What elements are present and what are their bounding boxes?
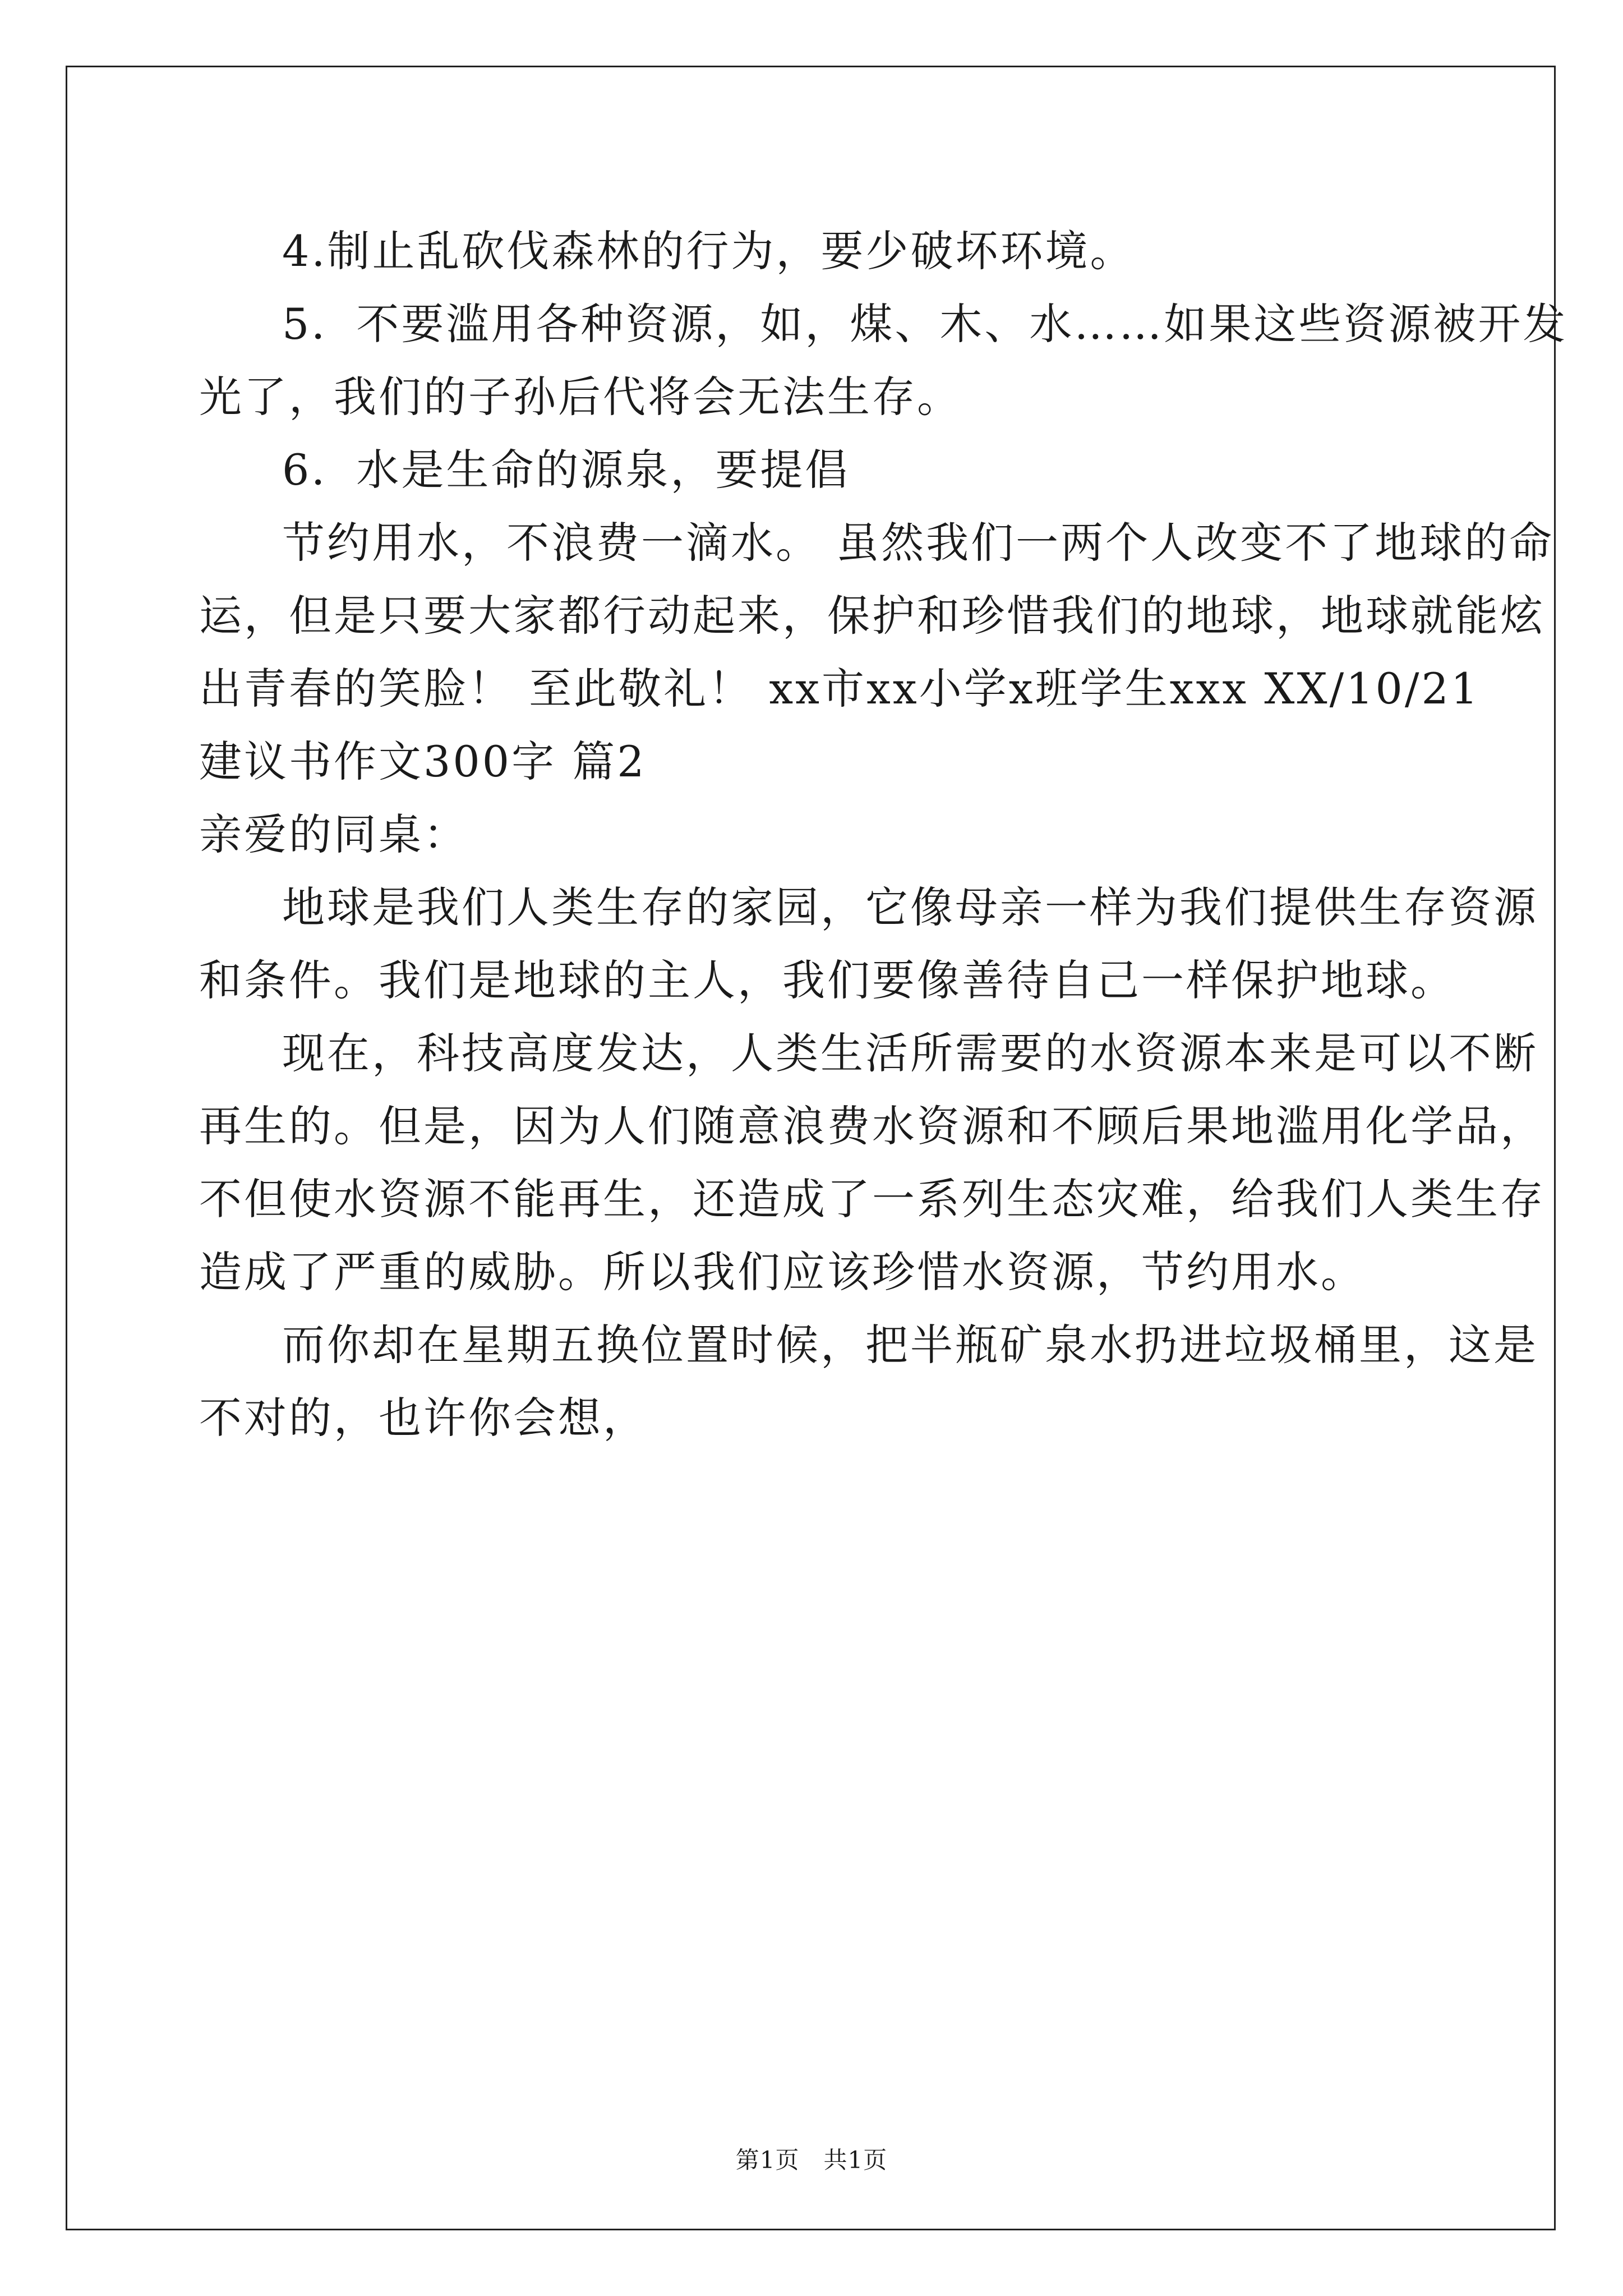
text-line: 现在，科技高度发达，人类生活所需要的水资源本来是可以不断 — [282, 1028, 1538, 1078]
text-line: 节约用水，不浪费一滴水。 虽然我们一两个人改变不了地球的命 — [282, 518, 1555, 568]
text-line: 造成了严重的威胁。所以我们应该珍惜水资源，节约用水。 — [199, 1247, 1366, 1297]
text-line: 地球是我们人类生存的家园，它像母亲一样为我们提供生存资源 — [282, 882, 1538, 932]
salutation: 亲爱的同桌： — [199, 809, 468, 859]
page-footer: 第1页 共1页 — [735, 2146, 888, 2174]
text-line: 和条件。我们是地球的主人，我们要像善待自己一样保护地球。 — [199, 955, 1455, 1005]
text-line: 而你却在星期五换位置时候，把半瓶矿泉水扔进垃圾桶里，这是 — [282, 1320, 1538, 1370]
text-line: 运，但是只要大家都行动起来，保护和珍惜我们的地球，地球就能炫 — [199, 591, 1545, 641]
section-heading: 建议书作文300字 篇2 — [199, 737, 647, 786]
text-line: 4.制止乱砍伐森林的行为，要少破坏环境。 — [282, 226, 1135, 276]
text-line: 不对的，也许你会想， — [199, 1393, 648, 1443]
text-line: 光了，我们的子孙后代将会无法生存。 — [199, 372, 962, 422]
text-line: 5．不要滥用各种资源，如，煤、木、水……如果这些资源被开发 — [282, 299, 1568, 349]
text-line: 出青春的笑脸！ 至此敬礼！ xx市xx小学x班学生xxx XX/10/21 — [199, 664, 1481, 714]
text-line: 再生的。但是，因为人们随意浪费水资源和不顾后果地滥用化学品， — [199, 1101, 1545, 1151]
text-line: 不但使水资源不能再生，还造成了一系列生态灾难，给我们人类生存 — [199, 1174, 1545, 1224]
text-line: 6．水是生命的源泉，要提倡 — [282, 445, 850, 495]
